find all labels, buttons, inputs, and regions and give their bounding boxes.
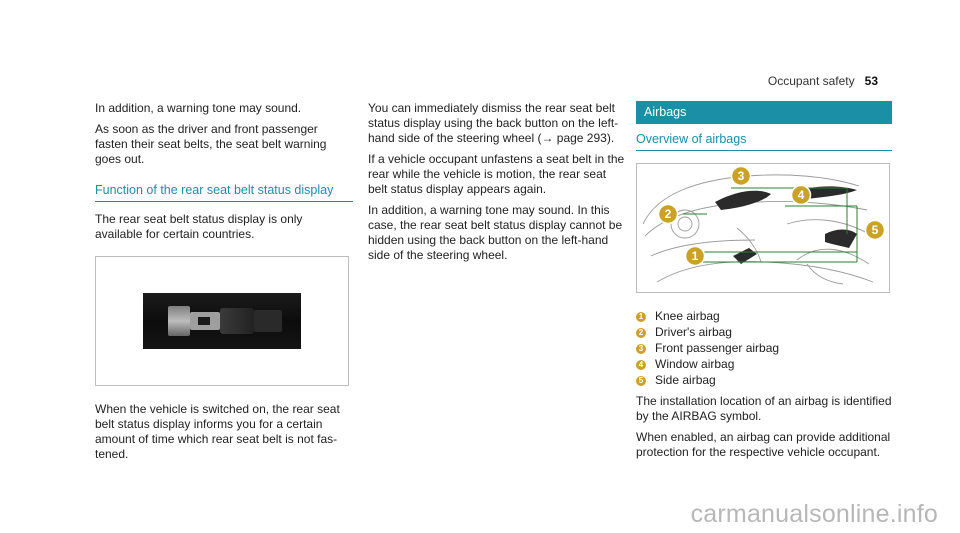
- svg-text:3: 3: [737, 169, 745, 183]
- paragraph: In addition, a warning tone may sound. In this case, the rear seat belt status display cannot be hidden using the back button on the left-hand side of the steering wheel.: [368, 203, 623, 262]
- paragraph: You can immediately dismiss the rear seat belt status display using the back button on the left- hand side of the steering wheel (→ page 293).: [368, 101, 619, 145]
- paragraph: As soon as the driver and front passenger fasten their seat belts, the seat belt warning goes out.: [95, 122, 327, 166]
- paragraph: The rear seat belt status display is only available for certain countries.: [95, 212, 303, 241]
- list-item: [636, 373, 892, 388]
- list-item: [636, 325, 892, 340]
- seat-belt-status-display-icon: [96, 257, 348, 385]
- paragraph: The installation location of an airbag is identified by the AIRBAG symbol.: [636, 394, 892, 423]
- airbag-diagram: [637, 164, 889, 292]
- section-heading-overview: Overview of airbags: [636, 132, 892, 151]
- column-right: [636, 101, 892, 466]
- legend-label: Window airbag: [655, 357, 735, 371]
- page-header: [768, 74, 878, 88]
- legend-label: Driver's airbag: [655, 325, 732, 339]
- section-title: Occupant safety: [767, 74, 855, 88]
- callout-badge-1: [686, 247, 705, 266]
- airbag-overview-figure: [636, 163, 890, 293]
- list-item: [636, 357, 892, 372]
- paragraph: When the vehicle is switched on, the rear seat belt status display informs you for a certain amount of time which rear seat belt is not fas- tened.: [95, 402, 340, 461]
- legend-badge: 1: [636, 312, 646, 322]
- legend-badge: 5: [636, 376, 646, 386]
- paragraph: In addition, a warning tone may sound.: [95, 101, 302, 115]
- watermark: carmanualsonline.info: [690, 500, 938, 528]
- paragraph: When enabled, an airbag can provide additional protection for the respective vehicle occupant.: [636, 430, 891, 459]
- legend-label: Knee airbag: [655, 309, 720, 323]
- svg-text:1: 1: [691, 249, 699, 263]
- page-number: 53: [864, 74, 878, 88]
- column-middle: [368, 101, 626, 269]
- list-item: [636, 309, 892, 324]
- svg-text:5: 5: [871, 223, 879, 237]
- callout-badge-5: [866, 221, 885, 240]
- callout-badge-4: [792, 186, 811, 205]
- list-item: [636, 341, 892, 356]
- airbag-legend: [636, 309, 892, 388]
- legend-label: Side airbag: [655, 373, 716, 387]
- svg-text:2: 2: [664, 207, 672, 221]
- svg-text:4: 4: [797, 188, 805, 202]
- legend-badge: 3: [636, 344, 646, 354]
- column-left: [95, 101, 353, 468]
- section-banner-airbags: Airbags: [636, 101, 892, 124]
- paragraph: If a vehicle occupant unfastens a seat belt in the rear while the vehicle is motion, the rear seat belt status display appears again.: [368, 152, 625, 196]
- legend-label: Front passenger airbag: [655, 341, 780, 355]
- legend-badge: 2: [636, 328, 646, 338]
- legend-badge: 4: [636, 360, 646, 370]
- section-heading-rear-belt: Function of the rear seat belt status display: [95, 183, 353, 202]
- callout-badge-3: [732, 167, 751, 186]
- callout-badge-2: [659, 205, 678, 224]
- seat-belt-display-figure: [95, 256, 349, 386]
- seat-belt-buckle-icon: [168, 306, 282, 336]
